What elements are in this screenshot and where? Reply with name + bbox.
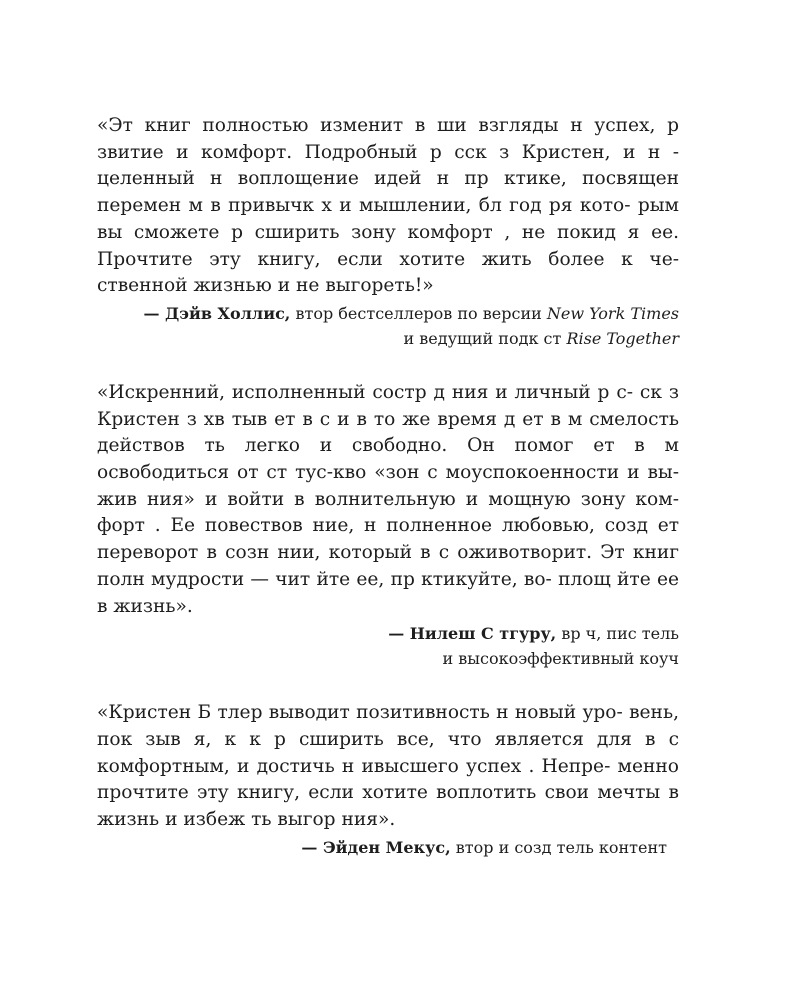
attribution-line (97, 301, 679, 326)
podcast-title: Rise Together (566, 328, 679, 348)
quote-text: «Эт книг полностью изменит в ши взгляды н успех, р звитие и комфорт. Подробный р сск з Кристен, и н - целенный н воплощение идей н пр ктике, посвящен перемен м в привычк х и мышлении, бл год ря кото- рым вы сможете р сширить зону комфорт , не покид я ее. Прочтите эту книгу, если хотите жить более к че- ственной жизнью и не выгореть!» (97, 115, 679, 297)
attribution-line (97, 835, 667, 860)
author-name: — Эйден Мекус, (301, 837, 451, 857)
author-name: — Дэйв Холлис, (143, 303, 291, 323)
author-name: — Нилеш С тгуру, (388, 624, 557, 644)
attribution-line (97, 621, 679, 646)
endorsements-page (97, 113, 679, 860)
endorsement-quote (97, 700, 679, 860)
book-title: New York Times (546, 303, 679, 323)
author-credentials: вр ч, пис тель (556, 624, 679, 644)
author-credentials: и высокоэффективный коуч (442, 649, 679, 669)
attribution-line (97, 646, 679, 671)
quote-attribution (97, 301, 679, 351)
author-credentials: втор и созд тель контент (450, 837, 667, 857)
quote-text: «Кристен Б тлер выводит позитивность н новый уро- вень, пок зыв я, к к р сширить все, что является для в с комфортным, и достичь н ивысшего успех . Непре- менно прочтите эту книгу, если хотите воплотить свои мечты в жизнь и избеж ть выгор ния». (97, 702, 679, 831)
endorsement-quote (97, 113, 679, 351)
quote-attribution (97, 835, 679, 860)
endorsement-quote (97, 380, 679, 671)
quote-attribution (97, 621, 679, 671)
author-credentials: втор бестселлеров по версии (290, 303, 547, 323)
attribution-line (97, 326, 679, 351)
quote-text: «Искренний, исполненный состр д ния и личный р с- ск з Кристен з хв тыв ет в с и в то же время д ет в м смелость действов ть легко и свободно. Он помог ет в м освободиться от ст тус-кво «зон с моуспокоенности и вы- жив ния» и войти в волнительную и мощную зону ком- форт . Ее повествов ние, н полненное любовью, созд ет переворот в созн нии, который в с оживотворит. Эт книг полн мудрости — чит йте ее, пр ктикуйте, во- площ йте ее в жизнь». (97, 381, 679, 617)
author-credentials: и ведущий подк ст (403, 328, 567, 348)
